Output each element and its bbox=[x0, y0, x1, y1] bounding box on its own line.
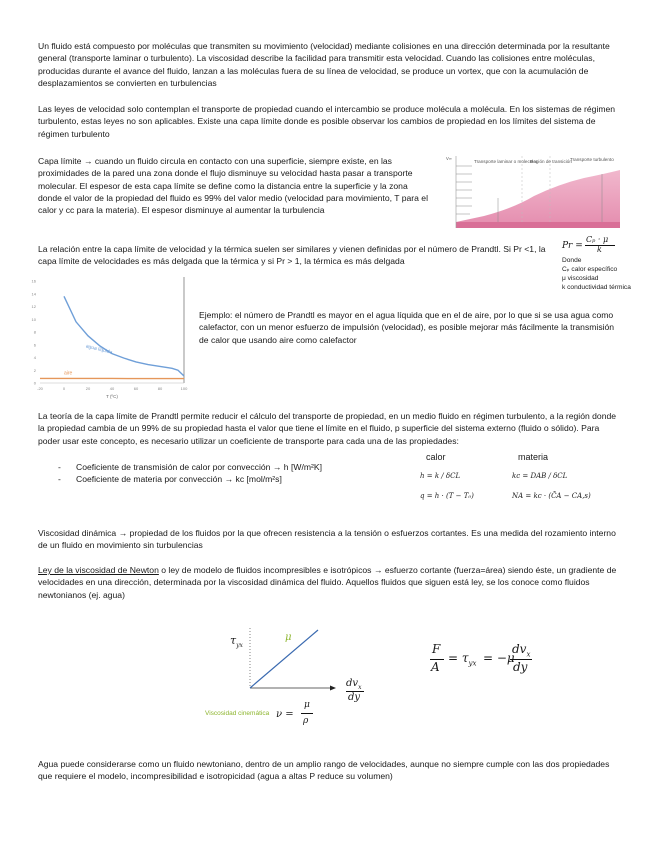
heat-q-formula: q = h · (T − T₀) bbox=[420, 492, 474, 500]
formula-eq: = −μ bbox=[483, 651, 515, 665]
turbulent-label: Transporte turbulento bbox=[570, 157, 614, 162]
boundary-layer-region bbox=[456, 170, 620, 224]
x-tick-label: 40 bbox=[109, 386, 115, 391]
prandtl-legend-line: Cₚ calor específico bbox=[562, 266, 618, 273]
formula-mid bbox=[448, 651, 476, 667]
formula-dv bbox=[512, 642, 530, 658]
newtonian-line bbox=[250, 630, 318, 688]
coefficient-item: - Coeficiente de materia por convección → kc [mol/m²s] bbox=[38, 473, 418, 485]
y-tick-label: 12 bbox=[31, 304, 36, 309]
prandtl-paragraph: La relación entre la capa límite de velocidad y la térmica suelen ser similares y vienen definidas por el número de Prandtl. Si Pr <1, la capa límite de velocidades es más delgada que la térmica y si Pr > 1, la térmica es más delgada bbox=[38, 244, 546, 267]
newton-law-paragraph bbox=[38, 564, 623, 601]
formula-dy: dy bbox=[513, 660, 528, 674]
prandtl-denominator: k bbox=[597, 245, 602, 254]
x-tick-label: 20 bbox=[85, 386, 91, 391]
nu-numerator: μ bbox=[304, 700, 310, 710]
tau-subscript: yx bbox=[236, 642, 243, 650]
formula-F: F bbox=[432, 642, 441, 656]
series-label-water: agua líquida bbox=[85, 343, 114, 356]
transport-formulas bbox=[420, 452, 630, 508]
mu-label: μ bbox=[285, 632, 292, 643]
coefficient-list bbox=[38, 461, 418, 486]
formula-A: A bbox=[431, 660, 440, 674]
gradient-dv-subscript: x bbox=[358, 684, 362, 691]
prandtl-legend-line: k conductividad térmica bbox=[562, 284, 631, 291]
formula-tau: = τ bbox=[448, 651, 469, 665]
nu-fraction-bar bbox=[301, 713, 313, 714]
y-tick-label: 8 bbox=[33, 329, 36, 335]
kinematic-viscosity-label: Viscosidad cinemática bbox=[205, 710, 270, 717]
newton-diagram bbox=[200, 620, 380, 740]
formula-tau-subscript: yx bbox=[468, 659, 477, 668]
prandtl-lhs: Pr = bbox=[562, 241, 583, 251]
x-tick-label: -20 bbox=[37, 386, 43, 391]
axis-arrowhead bbox=[330, 686, 336, 691]
formula-dv-subscript: x bbox=[526, 650, 531, 659]
y-tick-label: 14 bbox=[31, 291, 36, 297]
series-label-air: aire bbox=[64, 370, 73, 377]
heat-h-formula: h = k / δCL bbox=[420, 472, 461, 480]
gradient-dv-label bbox=[346, 678, 361, 691]
y-tick-label: 2 bbox=[33, 367, 36, 373]
x-tick-label: 100 bbox=[180, 386, 188, 391]
heat-title: calor bbox=[426, 452, 446, 462]
gradient-dy-label: dy bbox=[348, 692, 361, 703]
y-tick-label: 6 bbox=[33, 342, 36, 348]
prandtl-legend-line: μ viscosidad bbox=[562, 275, 599, 282]
formula-dv-text: dv bbox=[512, 642, 527, 656]
nu-denominator: ρ bbox=[303, 716, 309, 726]
boundary-layer-figure bbox=[444, 152, 622, 232]
tau-symbol: τ bbox=[230, 634, 237, 647]
prandtl-numerator: Cₚ · μ bbox=[586, 235, 609, 244]
laws-paragraph: Las leyes de velocidad solo contemplan el transporte de propiedad cuando el intercambio se produce molécula a molécula. En los sistemas de régimen turbulento, estas leyes no son aplicables. Existe una capa límite donde es posible observar los cambios de propiedad en los límites del sistema de régimen turbulento bbox=[38, 104, 616, 139]
water-series-line bbox=[64, 296, 184, 376]
prandtl-formula bbox=[562, 235, 652, 255]
x-axis-label: T (ºC) bbox=[106, 394, 118, 399]
x-tick-label: 60 bbox=[133, 386, 139, 391]
nu-lhs: ν = bbox=[276, 709, 294, 720]
prandtl-chart bbox=[30, 275, 190, 399]
gradient-dv: dv bbox=[346, 678, 359, 689]
mass-k-formula: kc = DAB / δCL bbox=[512, 472, 568, 480]
intro-paragraph: Un fluido está compuesto por moléculas que transmiten su movimiento (velocidad) mediante colisiones en una dirección determinada por la resultante general (transporte laminar o turbulento). La viscosidad describe la facilidad para transmitir esta velocidad. Cuando las colisiones entre moléculas, producidas durante el avance del fluido, lanzan a las moléculas fuera de su línea de velocidad, se produce un vortex, que con la acumulación de desplazamientos se convierten en turbulencias bbox=[38, 41, 610, 88]
prandtl-legend bbox=[562, 256, 654, 292]
y-tick-label: 4 bbox=[33, 355, 36, 360]
example-paragraph: Ejemplo: el número de Prandtl es mayor en el agua líquida que en el de aire, por lo que si se usa agua como calefactor, con un menor esfuerzo de impulsión (velocidad), es posible mejorar más fácilmente la transmisión de calor que usando aire como calefactor bbox=[199, 310, 615, 345]
wall-surface bbox=[456, 222, 620, 228]
y-tick-label: 16 bbox=[31, 278, 36, 284]
coefficient-item: - Coeficiente de transmisión de calor por convección → h [W/m²K] bbox=[38, 461, 418, 473]
boundary-layer-paragraph: Capa límite → cuando un fluido circula en contacto con una superficie, siempre existe, en las proximidades de la pared una zona donde el flujo disminuye su velocidad hasta pasar a transporte molecular. El espesor de esta capa límite se define como la distancia entre la superficie y la zona donde el valor de la propiedad del fluido es 99% del valor medio (velocidad para movimiento, T para el calor y cc para la materia). El espesor disminuye al aumentar la turbulencia bbox=[38, 156, 428, 216]
v-inf-label: V∞ bbox=[446, 156, 452, 161]
newton-formula bbox=[430, 642, 580, 682]
y-tick-label: 10 bbox=[31, 316, 36, 322]
tau-label bbox=[230, 634, 243, 649]
dynamic-viscosity-paragraph: Viscosidad dinámica → propiedad de los fluidos por la que ofrecen resistencia a la tensión o esfuerzos cortantes. Es una medida del rozamiento interno de un fluido en movimiento sin turbulencias bbox=[38, 528, 616, 551]
y-tick-label: 0 bbox=[33, 380, 36, 386]
water-paragraph: Agua puede considerarse como un fluido newtoniano, dentro de un amplio rango de velocidades, aunque no siempre cumple con las dos propiedades que requiere el modelo, incompresibilidad e isotropicidad (agua a altas P reduce su volumen) bbox=[38, 759, 610, 782]
mass-n-formula: NA = kc · (C̄A − CA,s) bbox=[512, 492, 591, 500]
theory-paragraph: La teoría de la capa límite de Prandtl permite reducir el cálculo del transporte de propiedad, en un medio fluido en régimen turbulento, a la región donde la propiedad cambia de un 99% de su propiedad hasta el valor que tiene el límite en el fluido, p superficie del sistema externo (fluido o sólido). Para poder usar este concepto, es necesario utilizar un coeficiente de transporte para cada una de las propiedades: bbox=[38, 411, 617, 446]
laminar-label: Transporte laminar o molecular bbox=[474, 159, 538, 164]
newton-law-link[interactable]: Ley de la viscosidad de Newton bbox=[38, 565, 159, 575]
transition-label: Región de transición bbox=[530, 159, 572, 164]
mass-title: materia bbox=[518, 452, 549, 462]
x-tick-label: 80 bbox=[157, 386, 163, 391]
newton-law-text: o ley de modelo de fluidos incompresibles e isotrópicos → esfuerzo cortante (fuerza=área) siendo éste, un gradiente de velocidades en una dirección, determinada por la viscosidad dinámica del fluido. Aquellos fluidos que siguen está ley, se los conoce como fluidos newtonianos (ej. agua) bbox=[38, 565, 617, 600]
prandtl-legend-line: Donde bbox=[562, 257, 582, 264]
x-tick-label: 0 bbox=[62, 386, 66, 391]
